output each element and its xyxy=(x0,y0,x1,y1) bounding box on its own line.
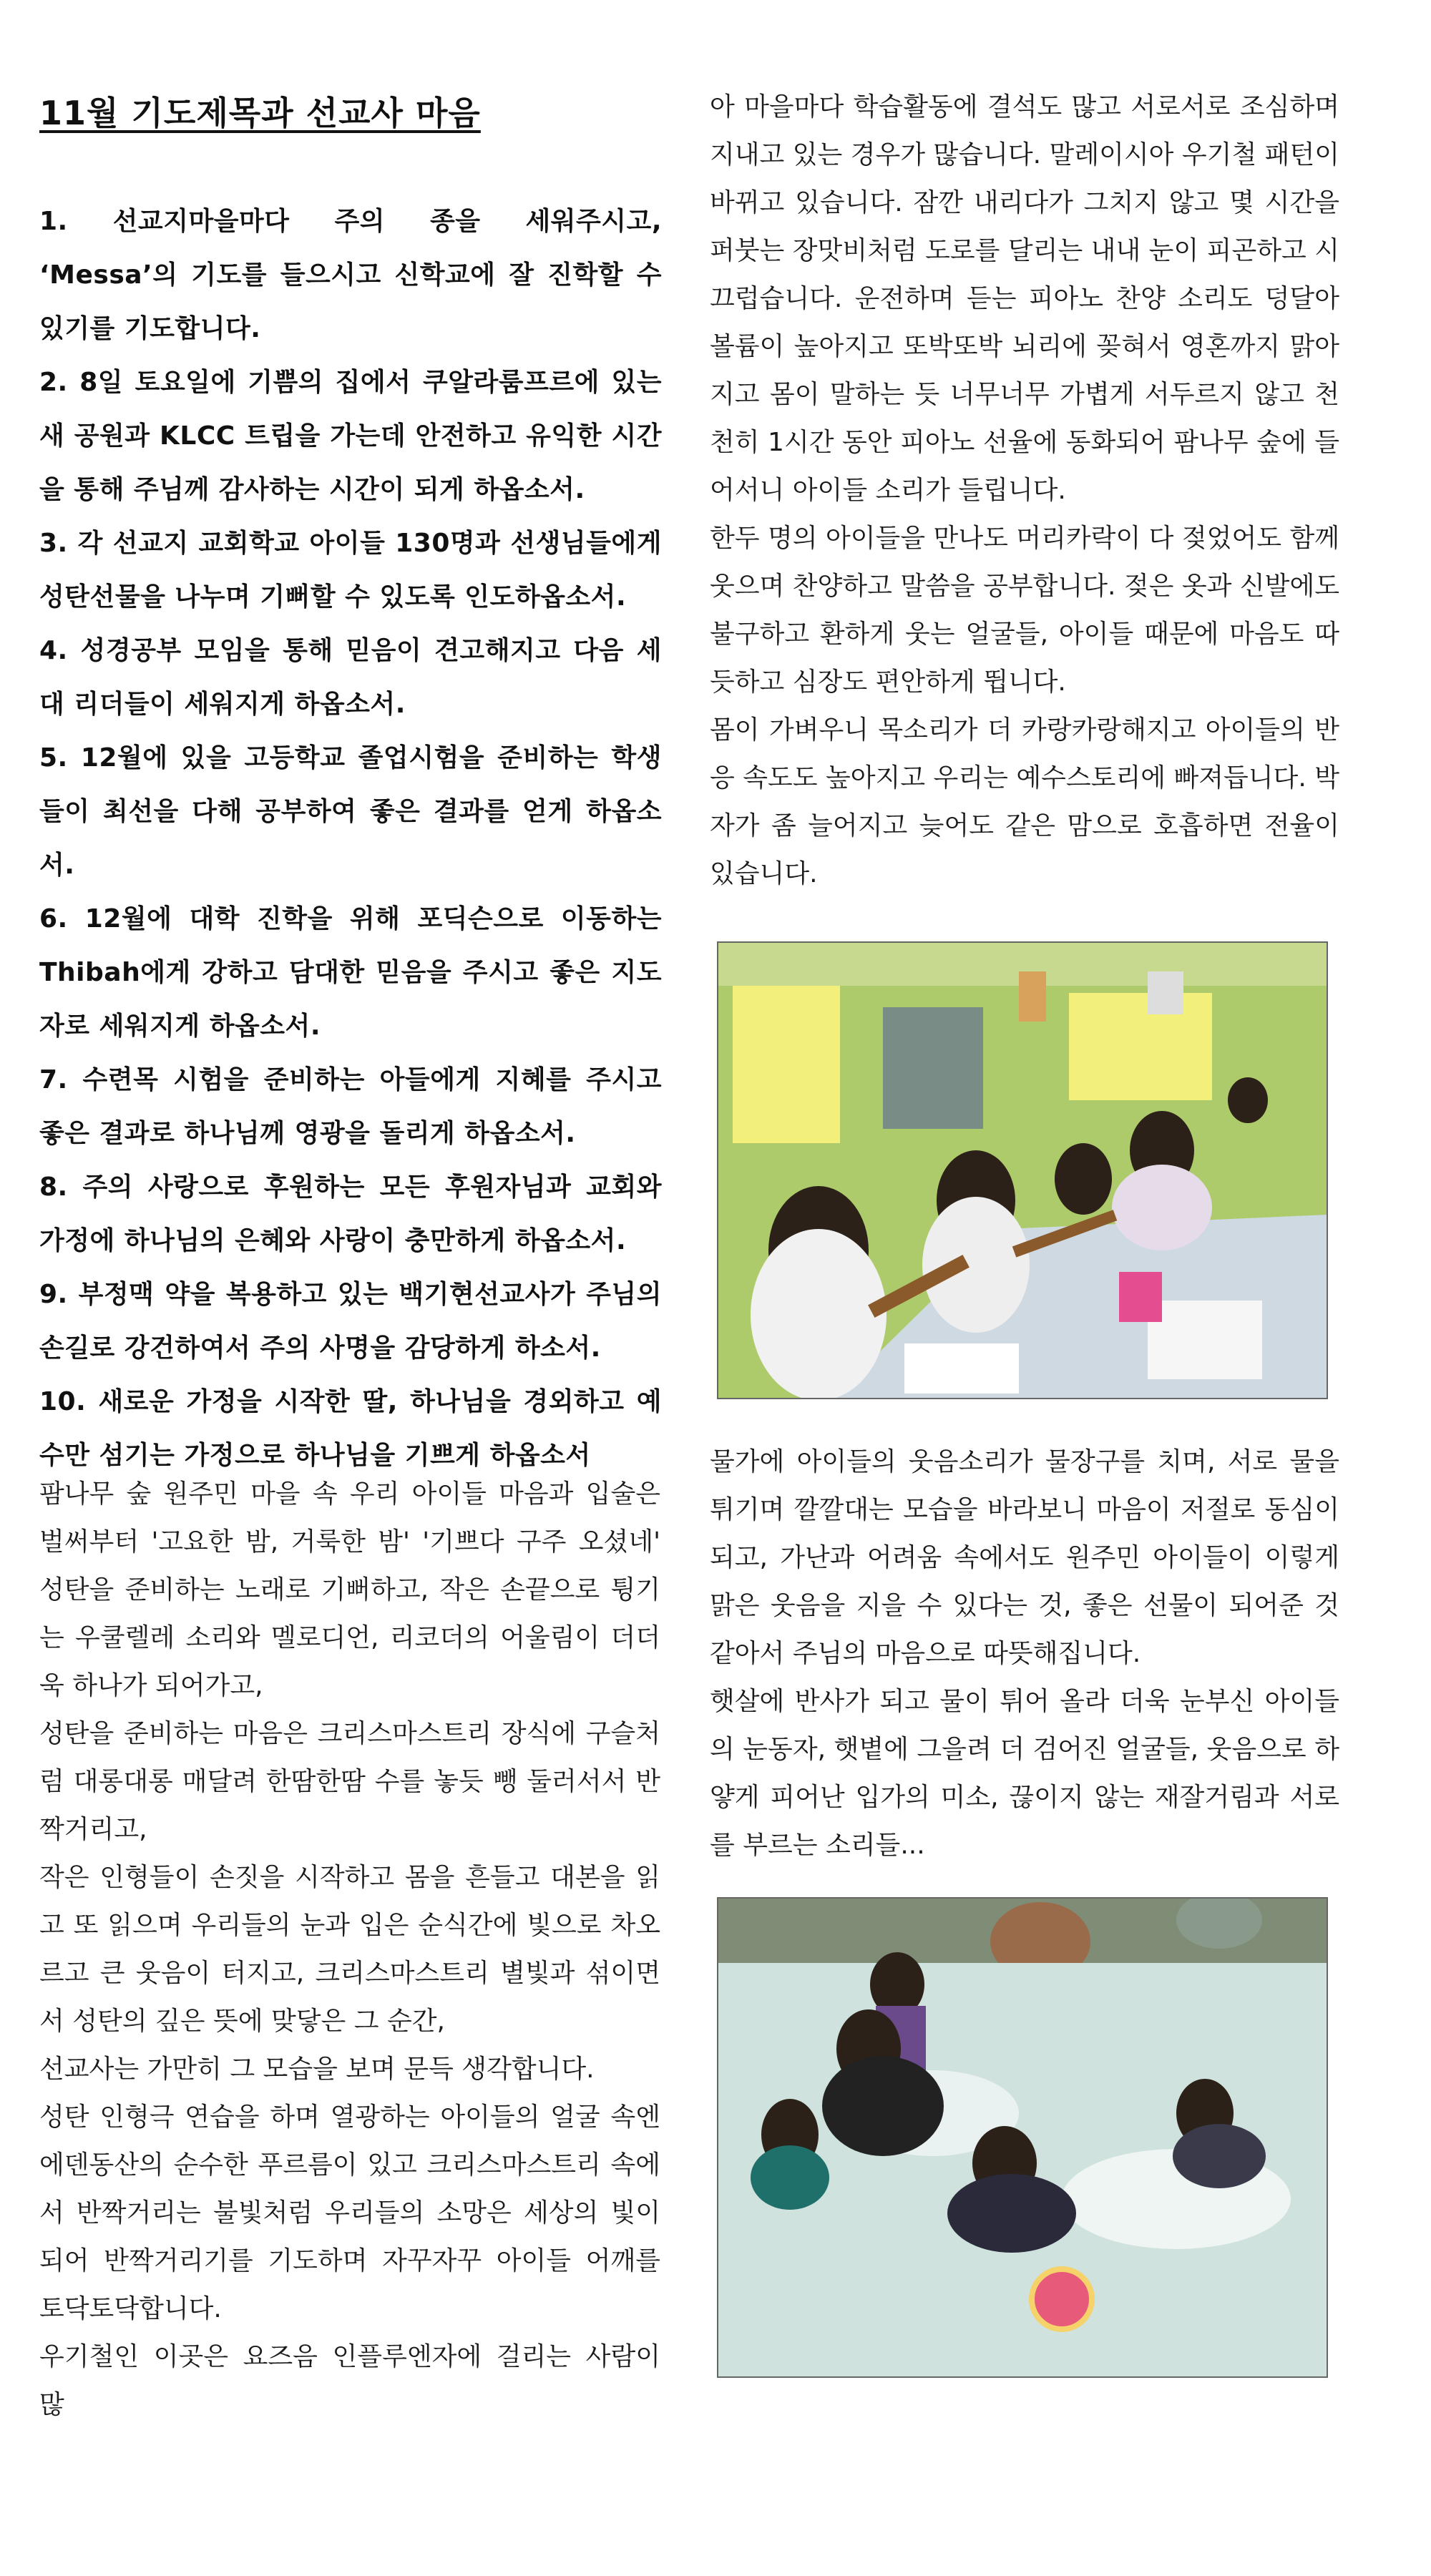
essay-paragraph: 작은 인형들이 손짓을 시작하고 몸을 흔들고 대본을 읽고 또 읽으며 우리들의 눈과 입은 순식간에 빛으로 차오르고 큰 웃음이 터지고, 크리스마스트리 별빛과 섞이면서 성탄의 깊은 뜻에 맞닿은 그 순간, xyxy=(39,1863,660,2036)
essay-paragraph: 물가에 아이들의 웃음소리가 물장구를 치며, 서로 물을 튀기며 깔깔대는 모습을 바라보니 마음이 저절로 동심이 되고, 가난과 어려움 속에서도 원주민 아이들이 이렇게 맑은 웃음을 지을 수 있다는 것, 좋은 선물이 되어준 것 같아서 주님의 마음으로 따뜻해집니다. xyxy=(710,1447,1339,1668)
prayer-item: 3. 각 선교지 교회학교 아이들 130명과 선생님들에게 성탄선물을 나누며 기뻐할 수 있도록 인도하옵소서. xyxy=(39,529,662,612)
essay-paragraph: 한두 명의 아이들을 만나도 머리카락이 다 젖었어도 함께 웃으며 찬양하고 말씀을 공부합니다. 젖은 옷과 신발에도 불구하고 환하게 웃는 얼굴들, 아이들 때문에 마음도 따듯하고 심장도 편안하게 뜁니다. xyxy=(710,524,1339,697)
essay-paragraph: 선교사는 가만히 그 모습을 보며 문득 생각합니다. xyxy=(39,2055,595,2084)
prayer-item: 9. 부정맥 약을 복용하고 있는 백기현선교사가 주님의 손길로 강건하여서 주의 사명을 감당하게 하소서. xyxy=(39,1280,662,1363)
prayer-item: 8. 주의 사랑으로 후원하는 모든 후원자님과 교회와 가정에 하나님의 은혜와 사랑이 충만하게 하옵소서. xyxy=(39,1172,662,1255)
water-photo-illustration xyxy=(718,1899,1327,2376)
essay-paragraph: 성탄 인형극 연습을 하며 열광하는 아이들의 얼굴 속엔 에덴동산의 순수한 푸르름이 있고 크리스마스트리 속에서 반짝거리는 불빛처럼 우리들의 소망은 세상의 빛이 되어 반짝거리기를 기도하며 자꾸자꾸 아이들 어깨를 토닥토닥합니다. xyxy=(39,2102,660,2323)
prayer-item: 2. 8일 토요일에 기쁨의 집에서 쿠알라룸프르에 있는 새 공원과 KLCC 트립을 가는데 안전하고 유익한 시간을 통해 주님께 감사하는 시간이 되게 하옵소서. xyxy=(39,368,662,504)
prayer-item: 5. 12월에 있을 고등학교 졸업시험을 준비하는 학생들이 최선을 다해 공부하여 좋은 결과를 얻게 하옵소서. xyxy=(39,743,662,880)
essay-paragraph: 햇살에 반사가 되고 물이 튀어 올라 더욱 눈부신 아이들의 눈동자, 햇볕에 그을려 더 검어진 얼굴들, 웃음으로 하얗게 피어난 입가의 미소, 끊이지 않는 재잘거림과 서로를 부르는 소리들... xyxy=(710,1687,1339,1860)
prayer-item: 1. 선교지마을마다 주의 종을 세워주시고, ‘Messa’의 기도를 들으시고 신학교에 잘 진학할 수 있기를 기도합니다. xyxy=(39,207,662,343)
essay-left xyxy=(39,1470,660,2429)
essay-right-mid xyxy=(710,1438,1339,1869)
essay-paragraph: 아 마을마다 학습활동에 결석도 많고 서로서로 조심하며 지내고 있는 경우가 많습니다. 말레이시아 우기철 패턴이 바뀌고 있습니다. 잠깐 내리다가 그치지 않고 몇 시간을 퍼붓는 장맛비처럼 도로를 달리는 내내 눈이 피곤하고 시끄럽습니다. 운전하며 듣는 피아노 찬양 소리도 덩달아 볼륨이 높아지고 또박또박 뇌리에 꽂혀서 영혼까지 맑아지고 몸이 말하는 듯 너무너무 가볍게 서두르지 않고 천천히 1시간 동안 피아노 선율에 동화되어 팜나무 숲에 들어서니 아이들 소리가 들립니다. xyxy=(710,92,1339,505)
prayer-item: 4. 성경공부 모임을 통해 믿음이 견고해지고 다음 세대 리더들이 세워지게 하옵소서. xyxy=(39,636,662,719)
page-title: 11월 기도제목과 선교사 마음 xyxy=(39,94,481,132)
essay-paragraph: 성탄을 준비하는 마음은 크리스마스트리 장식에 구슬처럼 대롱대롱 매달려 한땀한땀 수를 놓듯 뺑 둘러서서 반짝거리고, xyxy=(39,1719,660,1844)
classroom-photo-illustration xyxy=(718,943,1327,1398)
essay-paragraph: 몸이 가벼우니 목소리가 더 카랑카랑해지고 아이들의 반응 속도도 높아지고 우리는 예수스토리에 빠져듭니다. 박자가 좀 늘어지고 늦어도 같은 맘으로 호흡하면 전율이 있습니다. xyxy=(710,715,1339,888)
children-water-play-photo xyxy=(717,1897,1328,2378)
prayer-list xyxy=(39,195,662,1482)
prayer-item: 10. 새로운 가정을 시작한 딸, 하나님을 경외하고 예수만 섬기는 가정으로 하나님을 기쁘게 하옵소서 xyxy=(39,1387,662,1470)
classroom-ukulele-photo xyxy=(717,941,1328,1399)
essay-paragraph: 팜나무 숲 원주민 마을 속 우리 아이들 마음과 입술은 벌써부터 '고요한 밤, 거룩한 밤' '기쁘다 구주 오셨네' 성탄을 준비하는 노래로 기뻐하고, 작은 손끝으로 튕기는 우쿨렐레 소리와 멜로디언, 리코더의 어울림이 더더욱 하나가 되어가고, xyxy=(39,1479,660,1700)
essay-paragraph: 우기철인 이곳은 요즈음 인플루엔자에 걸리는 사람이 많 xyxy=(39,2342,660,2419)
prayer-item: 6. 12월에 대학 진학을 위해 포딕슨으로 이동하는 Thibah에게 강하고 담대한 믿음을 주시고 좋은 지도자로 세워지게 하옵소서. xyxy=(39,904,662,1041)
essay-right-top xyxy=(710,83,1339,898)
prayer-item: 7. 수련목 시험을 준비하는 아들에게 지혜를 주시고 좋은 결과로 하나님께 영광을 돌리게 하옵소서. xyxy=(39,1065,662,1148)
